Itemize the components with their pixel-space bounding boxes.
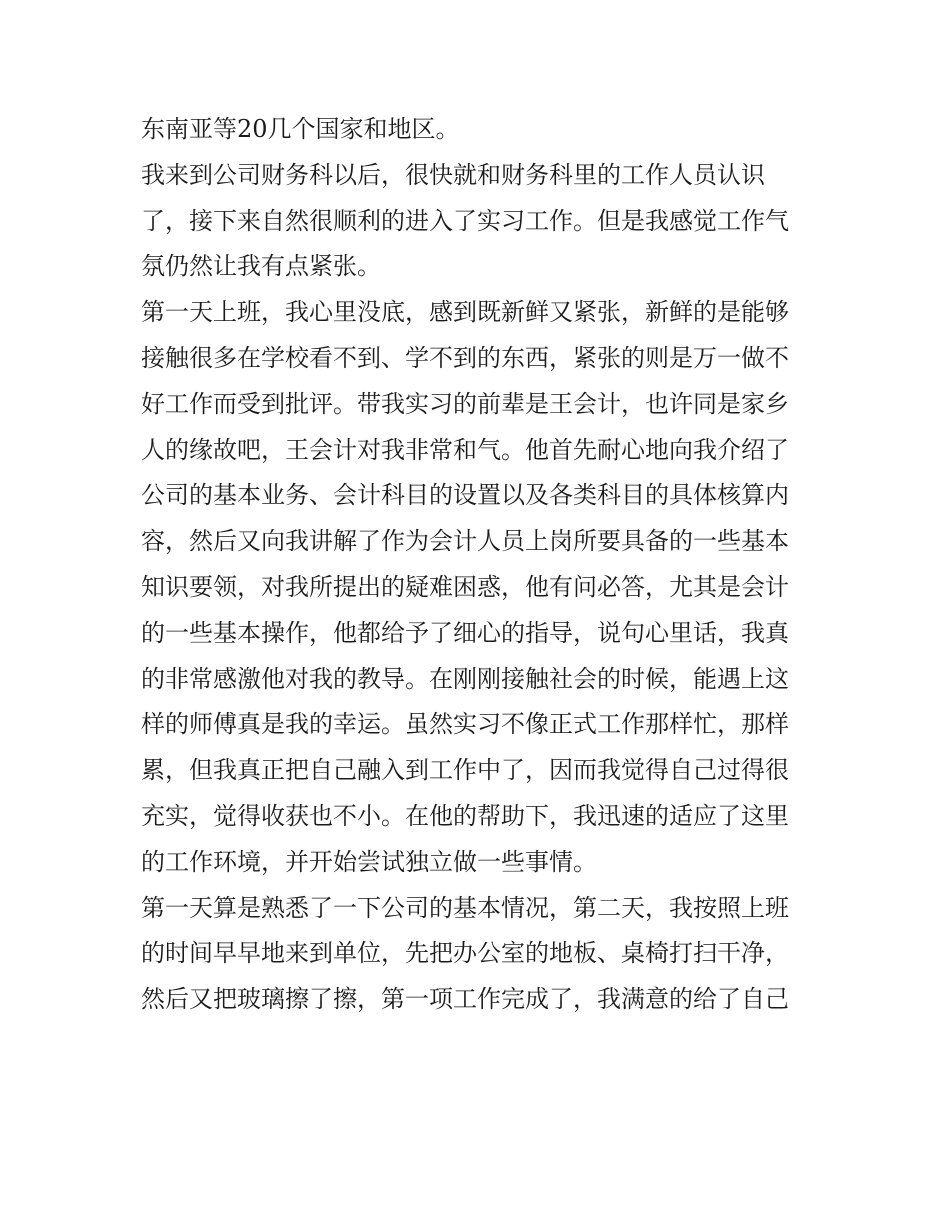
text-line: 累，但我真正把自己融入到工作中了，因而我觉得自己过得很 [141, 756, 789, 785]
text-line: 公司的基本业务、会计科目的设置以及各类科目的具体核算内 [141, 481, 789, 510]
text-line: 第一天上班，我心里没底，感到既新鲜又紧张，新鲜的是能够 [141, 298, 789, 327]
text-line: 了，接下来自然很顺利的进入了实习工作。但是我感觉工作气 [141, 206, 789, 235]
text-line: 样的师傅真是我的幸运。虽然实习不像正式工作那样忙，那样 [141, 710, 789, 739]
text-line: 人的缘故吧，王会计对我非常和气。他首先耐心地向我介绍了 [141, 435, 789, 464]
body-text [141, 107, 821, 1023]
text-line: 知识要领，对我所提出的疑难困惑，他有问必答，尤其是会计 [141, 572, 789, 601]
text-line: 第一天算是熟悉了一下公司的基本情况，第二天，我按照上班 [141, 893, 789, 922]
text-line: 接触很多在学校看不到、学不到的东西，紧张的则是万一做不 [141, 343, 789, 372]
text-line: 的时间早早地来到单位，先把办公室的地板、桌椅打扫干净， [141, 939, 789, 968]
text-line: 容，然后又向我讲解了作为会计人员上岗所要具备的一些基本 [141, 527, 789, 556]
text-line: 我来到公司财务科以后，很快就和财务科里的工作人员认识 [141, 160, 765, 189]
text-line: 氛仍然让我有点紧张。 [141, 252, 381, 281]
text-line: 的非常感激他对我的教导。在刚刚接触社会的时候，能遇上这 [141, 664, 789, 693]
text-line: 东南亚等20几个国家和地区。 [141, 115, 460, 143]
text-line: 充实，觉得收获也不小。在他的帮助下，我迅速的适应了这里 [141, 801, 789, 830]
text-line: 好工作而受到批评。带我实习的前辈是王会计，也许同是家乡 [141, 389, 789, 418]
text-line: 的一些基本操作，他都给予了细心的指导，说句心里话，我真 [141, 618, 789, 647]
text-line: 然后又把玻璃擦了擦，第一项工作完成了，我满意的给了自己 [141, 985, 789, 1014]
text-line: 的工作环境，并开始尝试独立做一些事情。 [141, 847, 597, 876]
